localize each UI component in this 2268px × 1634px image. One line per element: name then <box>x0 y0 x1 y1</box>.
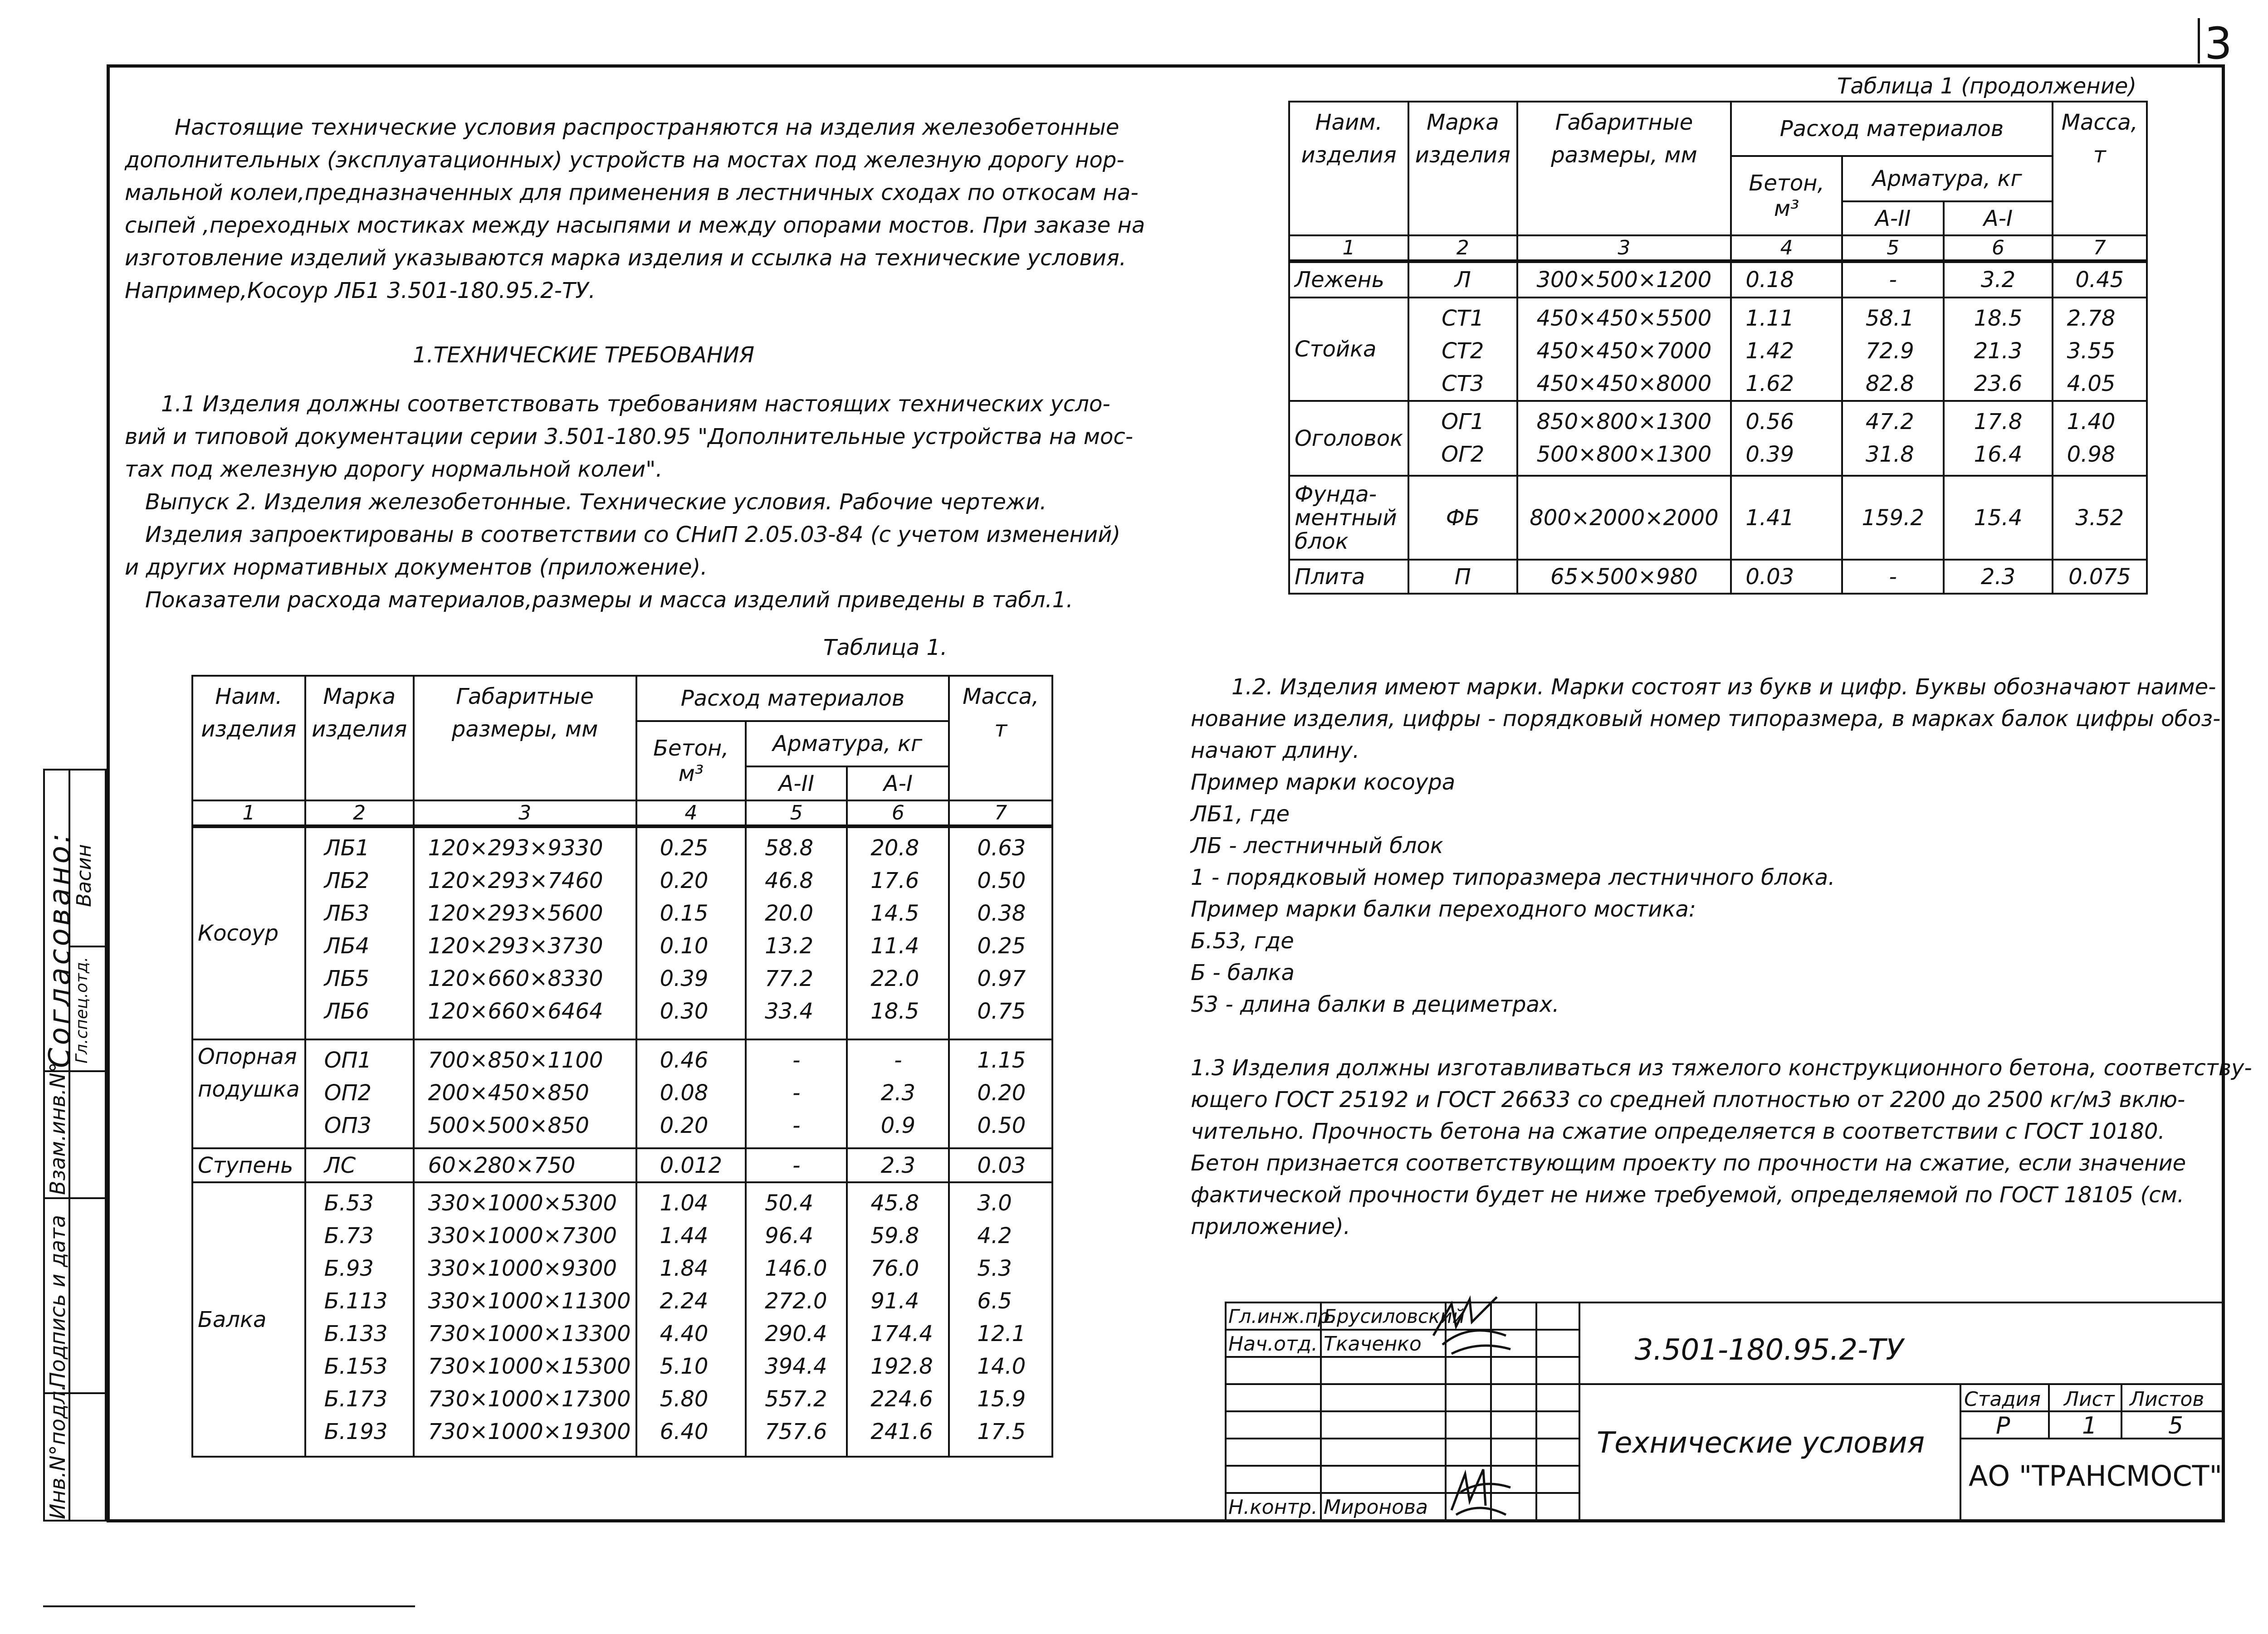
table-1 <box>191 675 1053 1458</box>
cell-dims: 60×280×750 <box>414 1148 636 1182</box>
col-number: 6 <box>1944 235 2052 261</box>
col-number: 4 <box>636 800 746 826</box>
clause-line: 53 - длина балки в дециметрах. <box>1191 992 1559 1017</box>
intro-line: мальной колеи,предназначенных для применения в лестничных сходах по откосам на- <box>125 180 1139 205</box>
cell-a2: - <box>746 1148 847 1182</box>
cell-a1: 15.4 <box>1944 476 2052 560</box>
cell-mass: 1.15 0.20 0.50 <box>949 1039 1052 1148</box>
cell-marks: ЛБ1 ЛБ2 ЛБ3 ЛБ4 ЛБ5 ЛБ6 <box>305 826 414 1039</box>
table-row <box>1289 476 2147 560</box>
cell-name: Косоур <box>192 826 305 1039</box>
cell-marks: Б.53 Б.73 Б.93 Б.113 Б.133 Б.153 Б.173 Б.193 <box>305 1182 414 1457</box>
page-number-divider <box>2198 18 2200 63</box>
sheet-label: Лист <box>2064 1388 2115 1411</box>
clause-line: Пример марки косоура <box>1191 770 1456 795</box>
name-chief-engineer: Брусиловский <box>1324 1305 1465 1327</box>
cell-dims: 450×450×5500 450×450×7000 450×450×8000 <box>1517 298 1731 401</box>
clause-line: Пример марки балки переходного мостика: <box>1191 897 1696 922</box>
cell-concrete: 0.25 0.20 0.15 0.10 0.39 0.30 <box>636 826 746 1039</box>
clause-line: ющего ГОСТ 25192 и ГОСТ 26633 со средней плотностью от 2200 до 2500 кг/м3 вклю- <box>1191 1087 2185 1112</box>
col-number: 7 <box>2053 235 2147 261</box>
cell-marks: СТ1 СТ2 СТ3 <box>1408 298 1517 401</box>
section-paragraph <box>125 388 1133 616</box>
cell-a2: 159.2 <box>1842 476 1944 560</box>
col-number: 7 <box>949 800 1052 826</box>
document-code: 3.501-180.95.2-ТУ <box>1634 1333 1904 1367</box>
clause-line: начают длину. <box>1191 738 1360 763</box>
header-a1: А-I <box>1944 201 2052 235</box>
clause-line: ЛБ1, где <box>1191 801 1290 827</box>
header-mark: Марка изделия <box>305 676 414 800</box>
col-number: 5 <box>746 800 847 826</box>
cell-a2: - <box>1842 560 1944 594</box>
document-title: Технические условия <box>1597 1426 1925 1460</box>
role-chief-engineer: Гл.инж.пр. <box>1228 1305 1336 1327</box>
cell-name: Опорная подушка <box>192 1039 305 1148</box>
table-row <box>1289 298 2147 401</box>
clause-1-2 <box>1191 671 2220 1020</box>
section-line: 1.1 Изделия должны соответствовать требованиям настоящих технических усло- <box>161 391 1110 417</box>
cell-name: Плита <box>1289 560 1408 594</box>
cell-marks: Л <box>1408 261 1517 298</box>
clause-line: 1.3 Изделия должны изготавливаться из тяжелого конструкционного бетона, соответству- <box>1191 1055 2252 1081</box>
page-number: 3 <box>2204 18 2233 69</box>
col-number: 2 <box>305 800 414 826</box>
swap-inventory-label: Взам.инв.N° <box>45 1062 70 1195</box>
cell-a1: 17.8 16.4 <box>1944 401 2052 476</box>
col-number: 1 <box>192 800 305 826</box>
cell-dims: 120×293×9330 120×293×7460 120×293×5600 120×293×3730 120×660×8330 120×660×6464 <box>414 826 636 1039</box>
organization: АО "ТРАНСМОСТ" <box>1969 1459 2222 1493</box>
col-number: 6 <box>847 800 949 826</box>
clause-line: 1 - порядковый номер типоразмера лестничного блока. <box>1191 865 1835 890</box>
cell-concrete: 1.04 1.44 1.84 2.24 4.40 5.10 5.80 6.40 <box>636 1182 746 1457</box>
header-dims: Габаритные размеры, мм <box>414 676 636 800</box>
clause-line: фактической прочности будет не ниже требуемой, определяемой по ГОСТ 18105 (см. <box>1191 1182 2185 1208</box>
cell-a2: - - - <box>746 1039 847 1148</box>
cell-a1: 20.8 17.6 14.5 11.4 22.0 18.5 <box>847 826 949 1039</box>
cell-concrete: 1.11 1.42 1.62 <box>1731 298 1842 401</box>
bottom-rule <box>43 1605 415 1607</box>
table-row <box>1289 261 2147 298</box>
header-dims: Габаритные размеры, мм <box>1517 102 1731 235</box>
section-line: и других нормативных документов (приложение). <box>125 555 708 580</box>
cell-name: Ступень <box>192 1148 305 1182</box>
cell-mass: 0.03 <box>949 1148 1052 1182</box>
cell-concrete: 0.03 <box>1731 560 1842 594</box>
header-consumption: Расход материалов <box>636 676 949 721</box>
table-row <box>192 1039 1052 1148</box>
table-row <box>192 826 1052 1039</box>
sheets-value: 5 <box>2168 1412 2184 1439</box>
cell-a2: - <box>1842 261 1944 298</box>
cell-concrete: 0.46 0.08 0.20 <box>636 1039 746 1148</box>
table-row <box>1289 560 2147 594</box>
clause-line: приложение). <box>1191 1214 1350 1239</box>
header-mass: Масса, т <box>2053 102 2147 235</box>
cell-mass: 3.0 4.2 5.3 6.5 12.1 14.0 15.9 17.5 <box>949 1182 1052 1457</box>
header-rebar: Арматура, кг <box>746 721 949 766</box>
table-row <box>1289 401 2147 476</box>
cell-concrete: 0.18 <box>1731 261 1842 298</box>
col-number: 2 <box>1408 235 1517 261</box>
cell-a1: - 2.3 0.9 <box>847 1039 949 1148</box>
cell-concrete: 0.56 0.39 <box>1731 401 1842 476</box>
cell-a1: 18.5 21.3 23.6 <box>1944 298 2052 401</box>
agreed-person: Васин <box>73 844 96 907</box>
cell-name: Балка <box>192 1182 305 1457</box>
sign-date-label: Подпись и дата <box>45 1215 70 1388</box>
header-a2: А-II <box>746 766 847 800</box>
cell-a2: 47.2 31.8 <box>1842 401 1944 476</box>
sheet-value: 1 <box>2082 1412 2097 1439</box>
name-norm-control: Миронова <box>1324 1496 1428 1519</box>
col-number: 4 <box>1731 235 1842 261</box>
header-mark: Марка изделия <box>1408 102 1517 235</box>
cell-a2: 58.1 72.9 82.8 <box>1842 298 1944 401</box>
clause-line: 1.2. Изделия имеют марки. Марки состоят из букв и цифр. Буквы обозначают наиме- <box>1232 674 2216 700</box>
cell-dims: 700×850×1100 200×450×850 500×500×850 <box>414 1039 636 1148</box>
role-norm-control: Н.контр. <box>1228 1496 1318 1519</box>
cell-a1: 3.2 <box>1944 261 2052 298</box>
section-line: Изделия запроектированы в соответствии со СНиП 2.05.03-84 (с учетом изменений) <box>145 522 1121 547</box>
intro-paragraph <box>125 111 1145 307</box>
stage-value: Р <box>1996 1412 2010 1439</box>
cell-concrete: 0.012 <box>636 1148 746 1182</box>
section-heading: 1.ТЕХНИЧЕСКИЕ ТРЕБОВАНИЯ <box>413 342 755 368</box>
sheets-label: Листов <box>2130 1388 2204 1411</box>
cell-dims: 300×500×1200 <box>1517 261 1731 298</box>
header-rebar: Арматура, кг <box>1842 156 2053 201</box>
clause-line: чительно. Прочность бетона на сжатие определяется в соответствии с ГОСТ 10180. <box>1191 1119 2165 1144</box>
section-line: тах под железную дорогу нормальной колеи". <box>125 457 663 482</box>
cell-marks: ОП1 ОП2 ОП3 <box>305 1039 414 1148</box>
cell-dims: 800×2000×2000 <box>1517 476 1731 560</box>
cell-dims: 850×800×1300 500×800×1300 <box>1517 401 1731 476</box>
cell-dims: 65×500×980 <box>1517 560 1731 594</box>
clause-line: Б.53, где <box>1191 928 1294 954</box>
agreed-label: Согласовано: <box>43 830 77 1068</box>
cell-mass: 1.40 0.98 <box>2053 401 2147 476</box>
title-block <box>1225 1302 2225 1522</box>
cell-mass: 0.45 <box>2053 261 2147 298</box>
header-mass: Масса, т <box>949 676 1052 800</box>
table1-cont-caption: Таблица 1 (продолжение) <box>1837 73 2137 99</box>
cell-marks: ЛС <box>305 1148 414 1182</box>
section-line: Выпуск 2. Изделия железобетонные. Технические условия. Рабочие чертежи. <box>145 489 1047 515</box>
cell-marks: ФБ <box>1408 476 1517 560</box>
section-line: вий и типовой документации серии 3.501-180.95 "Дополнительные устройства на мос- <box>125 424 1134 449</box>
col-number: 1 <box>1289 235 1408 261</box>
stage-label: Стадия <box>1964 1388 2041 1411</box>
clause-line: Бетон признается соответствующим проекту по прочности на сжатие, если значение <box>1191 1151 2186 1176</box>
cell-name: Оголовок <box>1289 401 1408 476</box>
cell-mass: 0.63 0.50 0.38 0.25 0.97 0.75 <box>949 826 1052 1039</box>
role-dept-head: Нач.отд. <box>1228 1332 1318 1356</box>
cell-a1: 45.8 59.8 76.0 91.4 174.4 192.8 224.6 241.6 <box>847 1182 949 1457</box>
cell-dims: 330×1000×5300 330×1000×7300 330×1000×9300 330×1000×11300 730×1000×13300 730×1000×15300 730×1000×17300 730×1000×19300 <box>414 1182 636 1457</box>
inventory-original-label: Инв.N°подл. <box>45 1384 70 1519</box>
intro-line: Например,Косоур ЛБ1 3.501-180.95.2-ТУ. <box>125 278 596 303</box>
cell-name: Лежень <box>1289 261 1408 298</box>
header-a2: А-II <box>1842 201 1944 235</box>
intro-line: дополнительных (эксплуатационных) устройств на мостах под железную дорогу нор- <box>125 147 1124 173</box>
signature-2 <box>1438 1465 1515 1524</box>
clause-1-3 <box>1191 1052 2252 1243</box>
intro-line: сыпей ,переходных мостиках между насыпями и между опорами мостов. При заказе на <box>125 213 1145 238</box>
table-1-continued <box>1288 101 2148 595</box>
cell-a1: 2.3 <box>847 1148 949 1182</box>
name-dept-head: Ткаченко <box>1324 1332 1422 1356</box>
header-concrete: Бетон, м³ <box>636 721 746 800</box>
cell-marks: ОГ1 ОГ2 <box>1408 401 1517 476</box>
agreed-dept: Гл.спец.отд. <box>73 956 91 1063</box>
cell-concrete: 1.41 <box>1731 476 1842 560</box>
table-row <box>192 1148 1052 1182</box>
cell-a2: 50.4 96.4 146.0 272.0 290.4 394.4 557.2 757.6 <box>746 1182 847 1457</box>
header-a1: А-I <box>847 766 949 800</box>
cell-mass: 0.075 <box>2053 560 2147 594</box>
clause-line: Б - балка <box>1191 960 1295 985</box>
header-name: Наим. изделия <box>192 676 305 800</box>
cell-mass: 3.52 <box>2053 476 2147 560</box>
intro-line: изготовление изделий указываются марка изделия и ссылка на технические условия. <box>125 245 1127 271</box>
cell-name: Стойка <box>1289 298 1408 401</box>
header-concrete: Бетон, м³ <box>1731 156 1842 235</box>
cell-mass: 2.78 3.55 4.05 <box>2053 298 2147 401</box>
signature-1 <box>1424 1295 1515 1363</box>
col-number: 5 <box>1842 235 1944 261</box>
clause-line: нование изделия, цифры - порядковый номер типоразмера, в марках балок цифры обоз- <box>1191 706 2221 732</box>
table-row <box>192 1182 1052 1457</box>
cell-a2: 58.8 46.8 20.0 13.2 77.2 33.4 <box>746 826 847 1039</box>
cell-a1: 2.3 <box>1944 560 2052 594</box>
cell-marks: П <box>1408 560 1517 594</box>
cell-name: Фунда- ментный блок <box>1289 476 1408 560</box>
header-name: Наим. изделия <box>1289 102 1408 235</box>
section-line: Показатели расхода материалов,размеры и масса изделий приведены в табл.1. <box>145 587 1073 613</box>
clause-line: ЛБ - лестничный блок <box>1191 833 1443 858</box>
col-number: 3 <box>1517 235 1731 261</box>
col-number: 3 <box>414 800 636 826</box>
header-consumption: Расход материалов <box>1731 102 2052 156</box>
intro-line: Настоящие технические условия распространяются на изделия железобетонные <box>175 115 1119 140</box>
table1-caption: Таблица 1. <box>823 635 948 660</box>
